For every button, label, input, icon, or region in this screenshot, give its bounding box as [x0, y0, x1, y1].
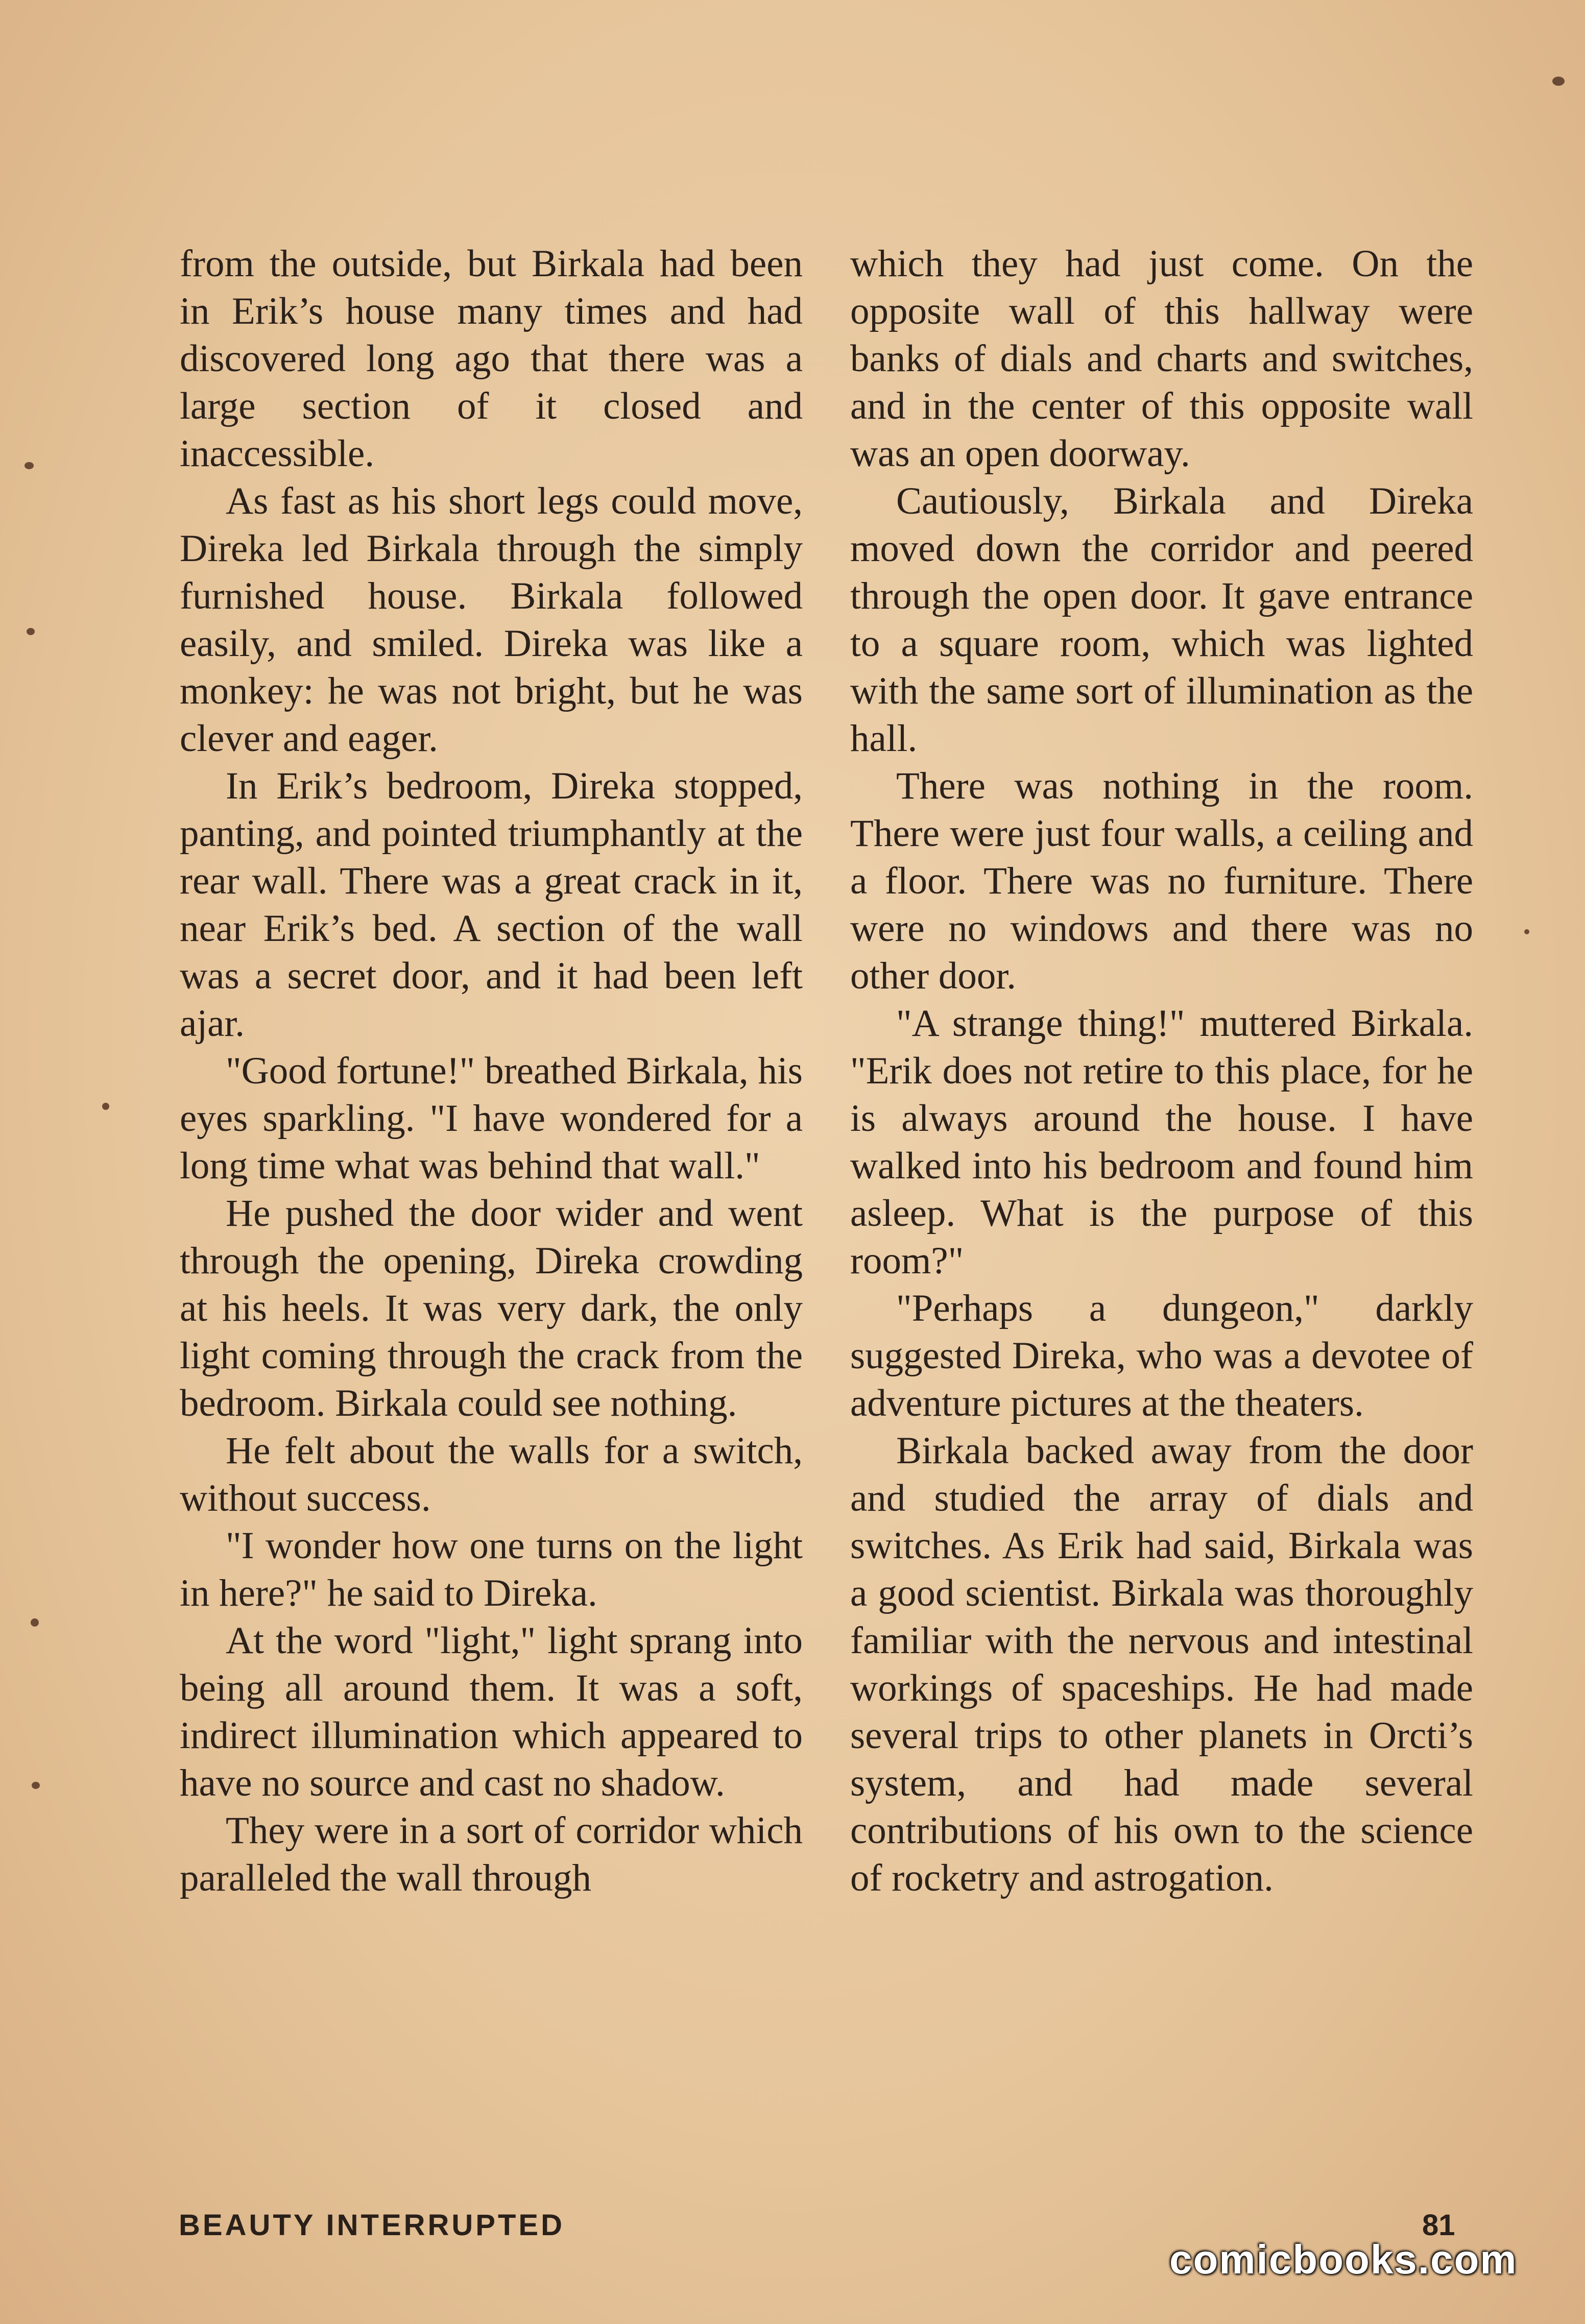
paper-speck: [32, 1782, 40, 1789]
paper-speck: [31, 1618, 39, 1627]
paragraph: Cautiously, Birkala and Direka moved down the corridor and peered through the open door. It gave entrance to a square room, which was lighted with the same sort of illumination as the hall.: [850, 480, 1473, 760]
paragraph: In Erik’s bedroom, Direka stopped, panting, and pointed triumphantly at the rear wall. There was a great crack in it, near Erik’s bed. A section of the wall was a secret door, and it had been left ajar.: [180, 765, 803, 1045]
paragraph: Birkala backed away from the door and studied the array of dials and switches. As Erik had said, Birkala was a good scientist. Birkala was thoroughly familiar with the nervous and intestinal workings of spaceships. He had made several trips to other planets in Orcti’s system, and had made several contributions of his own to the science of rocketry and astrogation.: [850, 1430, 1473, 1899]
page-number: 81: [1422, 2209, 1455, 2242]
paragraph: As fast as his short legs could move, Direka led Birkala through the simply furnished house. Birkala followed easily, and smiled. Direka was like a monkey: he was not bright, but he was clever and eager.: [180, 480, 803, 760]
paragraph: At the word "light," light sprang into being all around them. It was a soft, indirect illumination which appeared to have no source and cast no shadow.: [180, 1619, 803, 1804]
paper-speck: [1524, 929, 1529, 934]
paragraph: They were in a sort of corridor which paralleled the wall through: [180, 1809, 803, 1899]
paragraph: "Perhaps a dungeon," darkly suggested Direka, who was a devotee of adventure pictures at the theaters.: [850, 1287, 1473, 1424]
paragraph: which they had just come. On the opposite wall of this hallway were banks of dials and charts and switches, and in the center of this opposite wall was an open doorway.: [850, 243, 1473, 475]
paper-speck: [25, 462, 34, 469]
paper-speck: [27, 628, 35, 635]
paragraph: from the outside, but Birkala had been in Erik’s house many times and had discovered long ago that there was a large section of it closed and inaccessible.: [180, 243, 803, 475]
left-column: [180, 240, 803, 1902]
paper-speck: [102, 1103, 109, 1110]
paragraph: There was nothing in the room. There were just four walls, a ceiling and a floor. There was no furniture. There were no windows and there was no other door.: [850, 765, 1473, 997]
paragraph: "I wonder how one turns on the light in here?" he said to Direka.: [180, 1524, 803, 1614]
paragraph: He felt about the walls for a switch, without success.: [180, 1430, 803, 1519]
running-footer-title: BEAUTY INTERRUPTED: [179, 2209, 565, 2242]
paper-speck: [1552, 77, 1565, 86]
watermark: comicbooks.com: [1169, 2237, 1518, 2282]
paragraph: He pushed the door wider and went through the opening, Direka crowding at his heels. It was very dark, the only light coming through the crack from the bedroom. Birkala could see nothing.: [180, 1192, 803, 1424]
paragraph: "Good fortune!" breathed Birkala, his eyes sparkling. "I have wondered for a long time what was behind that wall.": [180, 1050, 803, 1187]
right-column: [850, 240, 1473, 1902]
paragraph: "A strange thing!" muttered Birkala. "Erik does not retire to this place, for he is always around the house. I have walked into his bedroom and found him asleep. What is the purpose of this room?": [850, 1002, 1473, 1282]
